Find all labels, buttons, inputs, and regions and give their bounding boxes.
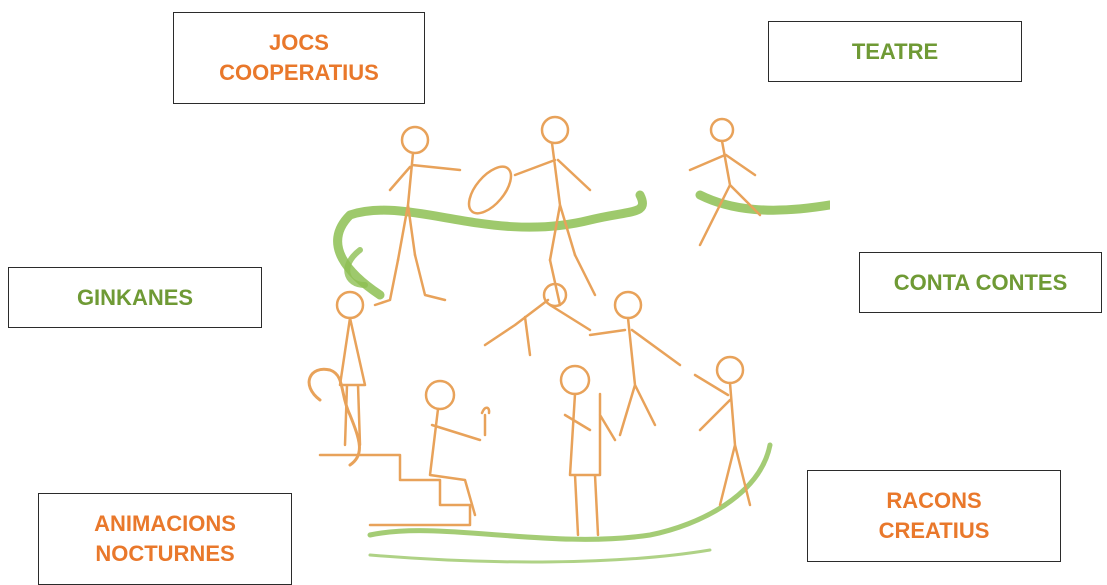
animacions-nocturnes-line-2: NOCTURNES	[95, 541, 235, 566]
children-playing-illustration	[290, 95, 830, 575]
animacions-nocturnes-line-1: ANIMACIONS	[94, 511, 236, 537]
animacions-nocturnes-label	[38, 493, 292, 585]
ginkanes-text: GINKANES	[76, 284, 194, 310]
conta-contes-label	[859, 252, 1102, 313]
jocs-cooperatius-line-1: JOCS	[269, 30, 329, 56]
jocs-cooperatius-line-2: COOPERATIUS	[219, 60, 379, 85]
racons-creatius-line-2: CREATIUS	[878, 518, 990, 543]
conta-contes-text: CONTA CONTES	[893, 269, 1068, 295]
racons-creatius-line-1: RACONS	[886, 488, 982, 514]
teatre-label	[768, 21, 1022, 82]
teatre-text: TEATRE	[851, 38, 939, 64]
ginkanes-label	[8, 267, 262, 328]
racons-creatius-label	[807, 470, 1061, 562]
jocs-cooperatius-label	[173, 12, 425, 104]
